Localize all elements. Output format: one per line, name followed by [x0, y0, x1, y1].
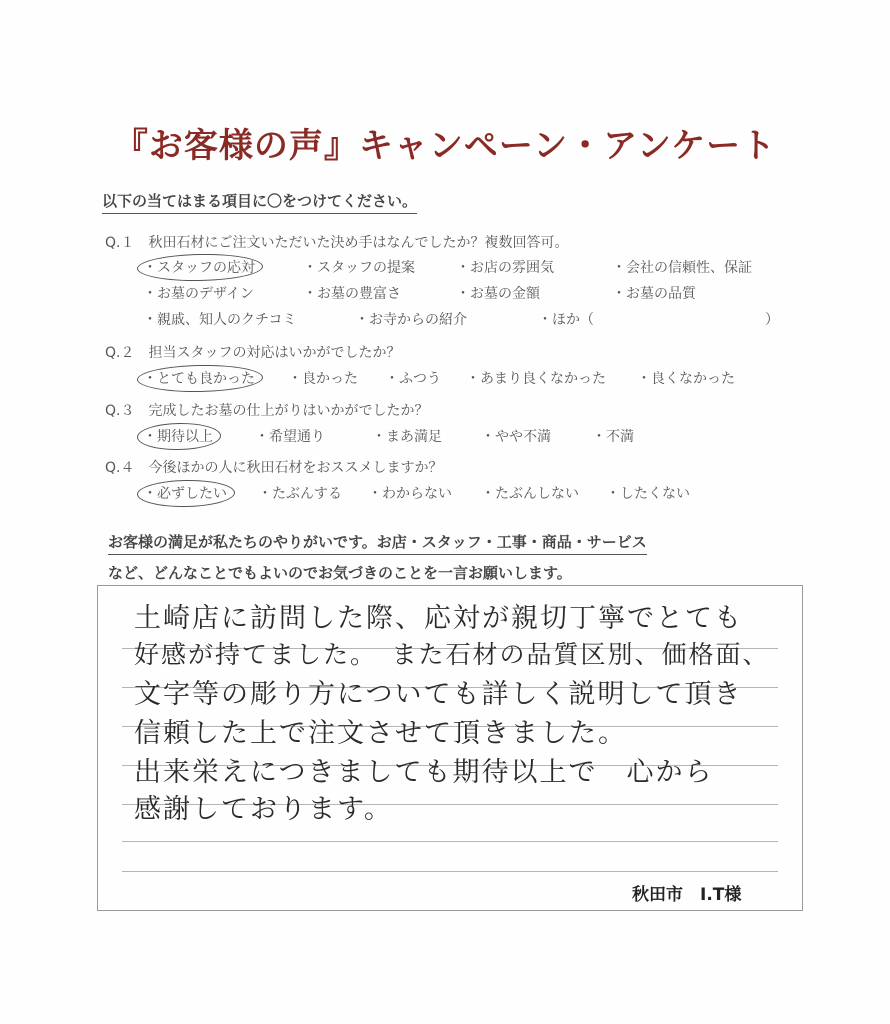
question-1: Q.１ 秋田石材にご注文いただいた決め手はなんでしたか？複数回答可。 [105, 235, 569, 251]
comment-line-5: 出来栄えにつきましても期待以上で 心から [134, 757, 714, 788]
signature: 秋田市 I.T様 [632, 885, 742, 905]
q1-option-grave-design[interactable]: ・お墓のデザイン [143, 286, 255, 302]
comment-line-6: 感謝しております。 [134, 794, 393, 825]
q1-option-staff-proposal[interactable]: ・スタッフの提案 [303, 260, 415, 276]
q1-option-word-of-mouth[interactable]: ・親戚、知人のクチコミ [143, 312, 297, 328]
q1-option-store-atmosphere[interactable]: ・お店の雰囲気 [456, 260, 554, 276]
message-line-2: など、どんなことでもよいのでお気づきのことを一言お願いします。 [108, 562, 572, 586]
q4-option-no[interactable]: ・したくない [606, 486, 690, 502]
q2-option-average[interactable]: ・ふつう [385, 371, 441, 387]
q1-option-other[interactable]: ・ほか（ [538, 312, 594, 328]
comment-line-1: 土崎店に訪問した際、応対が親切丁寧でとても [134, 603, 743, 634]
q4-option-probably-not[interactable]: ・たぶんしない [481, 486, 579, 502]
q1-option-grave-variety[interactable]: ・お墓の豊富さ [303, 286, 401, 302]
q2-option-bad[interactable]: ・良くなかった [637, 371, 735, 387]
comment-line-2: 好感が持てました。 また石材の品質区別、価格面、 [134, 640, 770, 669]
ruled-line [122, 871, 778, 872]
question-2: Q.２ 担当スタッフの対応はいかがでしたか？ [105, 345, 401, 361]
q1-option-grave-quality[interactable]: ・お墓の品質 [612, 286, 696, 302]
q3-option-fairly-satisfied[interactable]: ・まあ満足 [372, 429, 442, 445]
comment-line-4: 信頼した上で注文させて頂きました。 [134, 718, 627, 749]
q1-option-grave-price[interactable]: ・お墓の金額 [456, 286, 540, 302]
q2-option-very-good[interactable]: ・とても良かった [143, 368, 255, 388]
q1-option-staff-response[interactable]: ・スタッフの応対 [143, 257, 255, 277]
q1-option-company-trust[interactable]: ・会社の信頼性、保証 [612, 260, 752, 276]
q3-option-as-hoped[interactable]: ・希望通り [255, 429, 325, 445]
q1-option-temple-referral[interactable]: ・お寺からの紹介 [355, 312, 467, 328]
q4-option-probably[interactable]: ・たぶんする [258, 486, 342, 502]
comment-line-3: 文字等の彫り方についても詳しく説明して頂き [134, 679, 743, 710]
question-3: Q.３ 完成したお墓の仕上がりはいかがでしたか？ [105, 403, 429, 419]
ruled-line [122, 841, 778, 842]
instruction-text: 以下の当てはまる項目に〇をつけてください。 [102, 190, 417, 214]
q2-option-good[interactable]: ・良かった [288, 371, 358, 387]
q3-option-beyond-expectations[interactable]: ・期待以上 [143, 426, 213, 446]
question-4: Q.４ 今後ほかの人に秋田石材をおススメしますか？ [105, 460, 443, 476]
q4-option-not-sure[interactable]: ・わからない [368, 486, 452, 502]
q4-option-definitely[interactable]: ・必ずしたい [143, 483, 227, 503]
q2-option-not-very-good[interactable]: ・あまり良くなかった [466, 371, 606, 387]
q3-option-unsatisfied[interactable]: ・不満 [592, 429, 634, 445]
message-line-1: お客様の満足が私たちのやりがいです。お店・スタッフ・工事・商品・サービス [108, 531, 647, 555]
q1-option-other-close: ） [765, 312, 779, 328]
q3-option-slightly-unsatisfied[interactable]: ・やや不満 [481, 429, 551, 445]
page-title: 『お客様の声』キャンペーン・アンケート [113, 126, 777, 166]
